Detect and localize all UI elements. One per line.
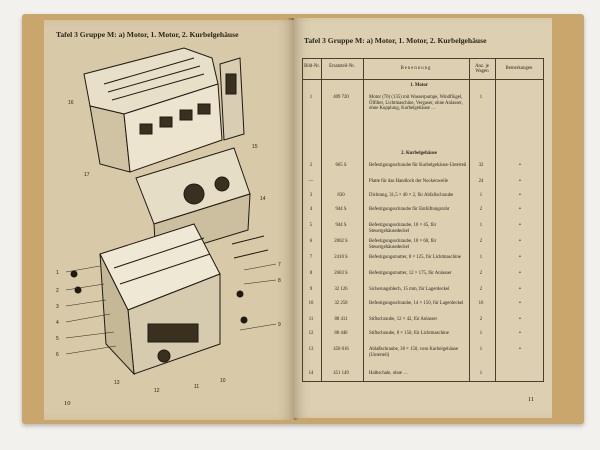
row-number: 8	[309, 271, 313, 276]
row-number: 11	[308, 317, 314, 322]
table-header	[303, 59, 543, 80]
callout-label: 7	[278, 262, 281, 268]
row-remark: •	[519, 317, 521, 322]
callout-label: 11	[194, 384, 200, 390]
row-number: 1	[309, 95, 313, 100]
row-description: Ablaßschraube, 30 × 150, vom Kurbelgehäuse (Unterteil)	[369, 347, 459, 358]
row-quantity: 1	[479, 255, 483, 260]
row-quantity: 1	[479, 347, 483, 352]
row-quantity: 2	[479, 271, 483, 276]
row-part-number: 665 S	[335, 163, 347, 168]
row-remark: •	[519, 239, 521, 244]
row-remark: •	[519, 301, 521, 306]
callout-label: 13	[114, 380, 120, 386]
row-description: Befestigungsschraube für Entlüftungsrohr	[369, 207, 450, 212]
row-part-number: 2002 S	[334, 239, 348, 244]
left-page	[44, 20, 294, 420]
row-quantity: 1	[479, 193, 483, 198]
row-description: Stiftschraube, 8 × 150, für Lichtmaschine	[369, 331, 449, 336]
row-remark: •	[519, 179, 521, 184]
row-description: Halbschale, ohne …	[369, 371, 409, 376]
row-description: Platte für das Handloch der Nockenwelle	[369, 179, 448, 184]
row-quantity: 2	[479, 317, 483, 322]
row-remark: •	[519, 287, 521, 292]
row-part-number: 944 S	[335, 207, 347, 212]
row-number: 2	[309, 163, 313, 168]
row-remark: •	[519, 163, 521, 168]
row-part-number: 88 411	[334, 317, 348, 322]
row-description: Befestigungsschraube für Kurbelgehäuse-Unterteil	[369, 163, 467, 168]
row-part-number: 2410 S	[334, 255, 348, 260]
row-number: 9	[309, 287, 313, 292]
callout-label: 8	[278, 278, 281, 284]
header-no: Bild-Nr.	[304, 64, 320, 69]
row-remark: •	[519, 223, 521, 228]
row-description: Dichtung, 31,5 × 40 × 2, für Abfallschraube	[369, 193, 454, 198]
row-number: 7	[309, 255, 313, 260]
callout-label: 6	[56, 352, 59, 358]
row-description: Stiftschraube, 12 × 42, für Anlasser	[369, 317, 438, 322]
row-number: —	[308, 179, 314, 184]
left-page-title: Tafel 3 Gruppe M: a) Motor, 1. Motor, 2. Kurbelgehäuse	[56, 30, 239, 39]
callout-label: 17	[84, 172, 90, 178]
row-part-number: 409 720	[333, 95, 349, 100]
row-quantity: 16	[478, 301, 484, 306]
row-remark: •	[519, 271, 521, 276]
left-page-number: 10	[64, 400, 71, 407]
row-description: Befestigungsmutter, 8 × 125, für Lichtmaschine	[369, 255, 461, 260]
callout-label: 14	[260, 196, 266, 202]
callout-label: 16	[68, 100, 74, 106]
header-desc: Benennung	[400, 66, 432, 71]
row-number: 4	[309, 207, 313, 212]
row-quantity: 32	[478, 163, 484, 168]
row-description: Motor (70) (135) mit Wasserpumpe, Windflügel, Ölfilter, Lichtmaschine, Vergaser, ohne Anlasser, ohne Kupplung, Kurbelgehäuse …	[369, 95, 463, 112]
row-number: 10	[308, 301, 314, 306]
row-part-number: 2683 S	[334, 271, 348, 276]
row-description: Sicherungsblech, 15 mm, für Lagerdeckel	[369, 287, 450, 292]
callout-label: 15	[252, 144, 258, 150]
row-quantity: 1	[479, 95, 483, 100]
callout-label: 10	[220, 378, 226, 384]
callout-label: 3	[56, 304, 59, 310]
callout-label: 4	[56, 320, 59, 326]
row-remark: •	[519, 193, 521, 198]
callout-label: 2	[56, 288, 59, 294]
header-rem: Bemerkungen	[505, 66, 533, 71]
row-remark: •	[519, 331, 521, 336]
right-page-title: Tafel 3 Gruppe M: a) Motor, 1. Motor, 2. Kurbelgehäuse	[304, 36, 487, 45]
callout-label: 1	[56, 270, 59, 276]
row-quantity: 1	[479, 371, 483, 376]
row-quantity: 24	[478, 179, 484, 184]
parts-table	[302, 58, 544, 382]
row-number: 6	[309, 239, 313, 244]
callout-label: 12	[154, 388, 160, 394]
row-number: 14	[308, 371, 314, 376]
row-quantity: 1	[479, 223, 483, 228]
callout-label: 9	[278, 322, 281, 328]
right-page-number: 11	[528, 396, 535, 403]
row-remark: •	[519, 207, 521, 212]
row-part-number: 32 258	[334, 301, 348, 306]
row-number: 12	[308, 331, 314, 336]
row-remark: •	[519, 347, 521, 352]
row-part-number: 450 016	[333, 347, 349, 352]
row-number: 3	[309, 193, 313, 198]
row-number: 5	[309, 223, 313, 228]
row-remark: •	[519, 255, 521, 260]
row-description: 2. Kurbelgehäuse	[401, 151, 437, 156]
row-description: Befestigungsschraube, 10 × 45, für Steuergehäusedeckel	[369, 223, 437, 234]
header-qty: Anz. je Wagen	[475, 64, 489, 74]
header-part: Ersatzteil-Nr.	[329, 64, 355, 69]
row-quantity: 2	[479, 207, 483, 212]
row-description: Befestigungsmutter, 12 × 175, für Anlasser	[369, 271, 452, 276]
row-part-number: 944 S	[335, 223, 347, 228]
row-description: 1. Motor	[410, 83, 428, 88]
row-quantity: 1	[479, 331, 483, 336]
row-description: Befestigungsschraube, 10 × 60, für Steuergehäusedeckel	[369, 239, 437, 250]
row-quantity: 2	[479, 239, 483, 244]
row-number: 13	[308, 347, 314, 352]
row-description: Befestigungsschraube, 14 × 150, für Lagerdeckel	[369, 301, 464, 306]
row-quantity: 2	[479, 287, 483, 292]
row-part-number: 88 446	[334, 331, 348, 336]
row-part-number: 451 149	[333, 371, 349, 376]
engine-exploded-diagram	[44, 44, 294, 404]
row-part-number: 830	[337, 193, 345, 198]
callout-label: 5	[56, 336, 59, 342]
row-part-number: 32 126	[334, 287, 348, 292]
